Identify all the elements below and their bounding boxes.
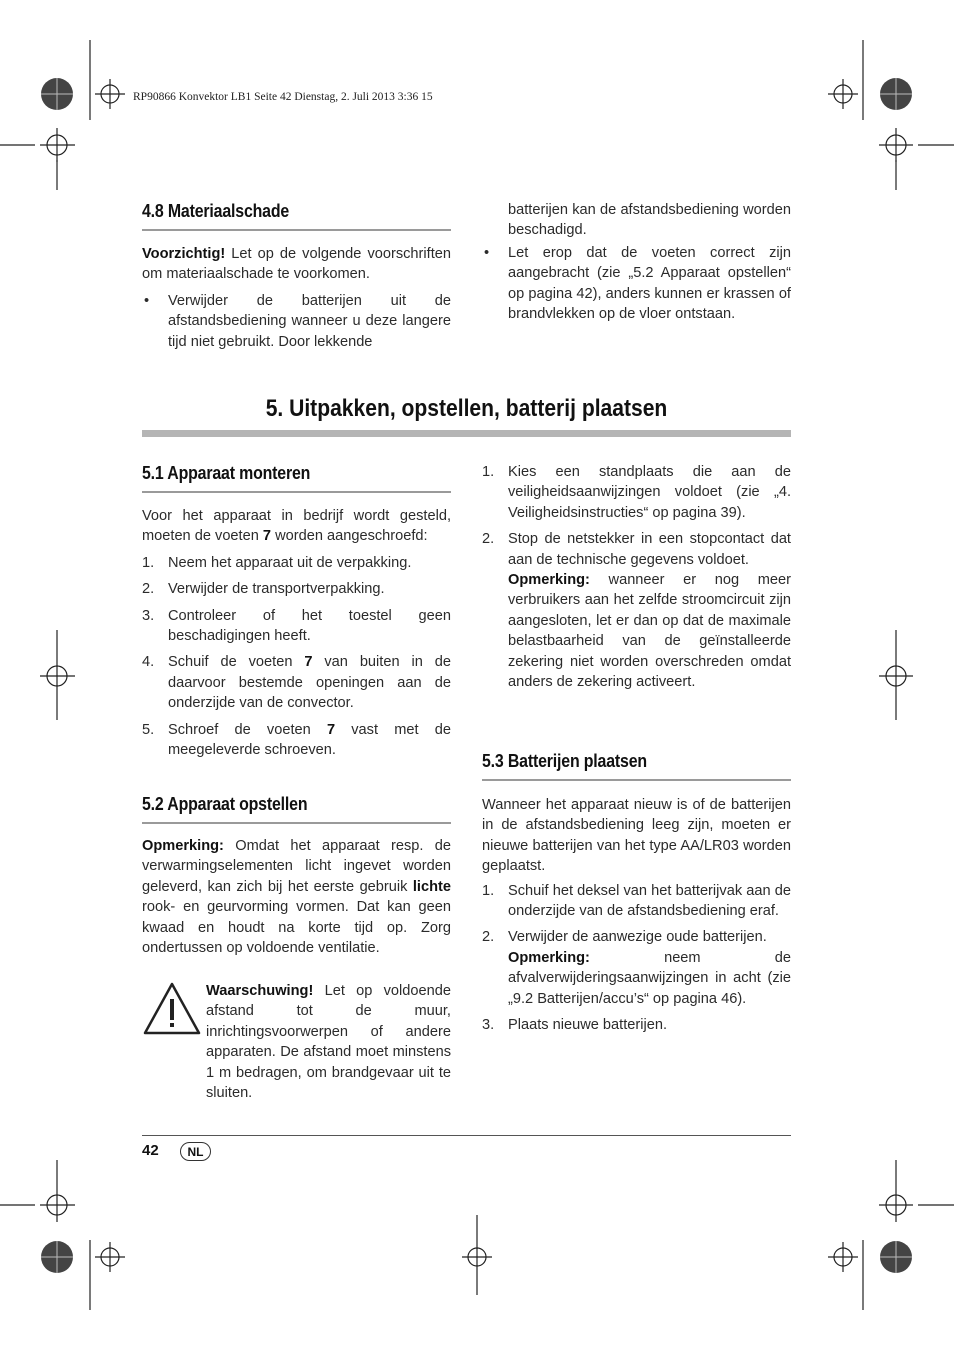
intro-paragraph: Voor het apparaat in bedrijf wordt gesteld, moeten de voeten 7 worden aangeschroefd: [142,508,451,545]
print-header: RP90866 Konvektor LB1 Seite 42 Dienstag, 2. Juli 2013 3:36 15 [133,91,433,103]
intro-paragraph: Wanneer het apparaat nieuw is of de batterijen in de afstandsbediening leeg zijn, moeten er nieuwe batterijen van het type AA/LR03 worden geplaatst. [482,797,791,875]
list-item: 2. Stop de netstekker in een stopcontact dat aan de technische gegevens voldoet. [482,531,791,568]
list-item [482,243,791,325]
section-4-8-body-continued [482,200,791,324]
list-item [142,291,451,352]
warning-triangle-icon [142,981,202,1036]
page-number: 42 [142,1142,159,1159]
list-item: 5. Schroef de voeten 7 vast met de meegeleverde schroeven. [142,721,451,759]
note-paragraph: Opmerking: Omdat het apparaat resp. de verwarmingselementen licht ingevet worden geleverd, kan zich bij het eerste gebruik lichte rook- en geurvorming vormen. Dat kan geen kwaad en houdt na korte tijd op. Zorg ondertussen op voldoende ventilatie. [142,838,451,957]
caution-paragraph [142,244,451,285]
note-paragraph: Opmerking: wanneer er nog meer verbruikers aan het zelfde stroomcircuit zijn aangesloten, let er dan op dat de maximale belastbaarheid van de geïnstalleerde zekering niet worden overschreden omdat anders de zekering activeert. [508,572,791,691]
section-5-1-rule [142,491,451,493]
section-5-1-body [142,506,451,760]
footer-rule [142,1135,791,1136]
chapter-title: 5. Uitpakken, opstellen, batterij plaatsen [265,395,668,422]
warning-block [206,981,451,1103]
list-item: 2. Verwijder de transportverpakking. [142,581,385,598]
caution-label: Voorzichtig! [142,246,226,262]
list-item: 1. Kies een standplaats die aan de veiligheidsaanwijzingen voldoet (zie „4. Veiligheidsinstructies“ op pagina 39). [482,464,791,521]
bullet-continuation: batterijen kan de afstandsbediening worden beschadigd. [508,202,791,239]
note-paragraph: Opmerking: neem de afvalverwijderingsaanwijzingen in acht (zie „9.2 Batterijen/accu’s“ op pagina 46). [508,949,791,1007]
section-5-2-steps [482,462,791,692]
section-4-8-rule [142,229,451,231]
bullet-text: Let erop dat de voeten correct zijn aangebracht (zie „5.2 Apparaat opstellen“ op pagina 42), anders kunnen er krassen of brandvlekken op de vloer ontstaan. [508,244,791,323]
bullet-text: Verwijder de batterijen uit de afstandsbediening wanneer u deze langere tijd niet gebruikt. Door lekkende [168,292,451,350]
list-item: 2. Verwijder de aanwezige oude batterijen. [482,929,767,946]
section-5-2-rule [142,822,451,824]
section-5-2-title: 5.2 Apparaat opstellen [142,793,308,814]
language-badge: NL [180,1142,211,1161]
list-item: 4. Schuif de voeten 7 van buiten in de daarvoor bestemde openingen aan de onderzijde van de convector. [142,654,451,712]
caution-text: Let op de volgende voorschriften om materiaalschade te voorkomen. [142,246,451,283]
chapter-rule [142,430,791,437]
section-4-8-title: 4.8 Materiaalschade [142,200,290,221]
section-5-1-title: 5.1 Apparaat monteren [142,462,311,483]
list-item: 3. Controleer of het toestel geen beschadigingen heeft. [142,607,451,645]
list-item: 3. Plaats nieuwe batterijen. [482,1017,668,1034]
list-item: 1. Neem het apparaat uit de verpakking. [142,554,412,571]
section-5-3-title: 5.3 Batterijen plaatsen [482,750,647,771]
warning-paragraph: Waarschuwing! Let op voldoende afstand tot de muur, inrichtingsvoorwerpen of andere apparaten. De afstand moet minstens 1 m bedragen, om brandgevaar uit te sluiten. [206,983,451,1102]
section-5-2-body [142,836,451,958]
section-5-3-body [482,795,791,1035]
section-5-3-rule [482,779,791,781]
section-4-8-body [142,244,451,352]
list-item: 1. Schuif het deksel van het batterijvak aan de onderzijde van de afstandsbediening eraf. [482,882,791,920]
